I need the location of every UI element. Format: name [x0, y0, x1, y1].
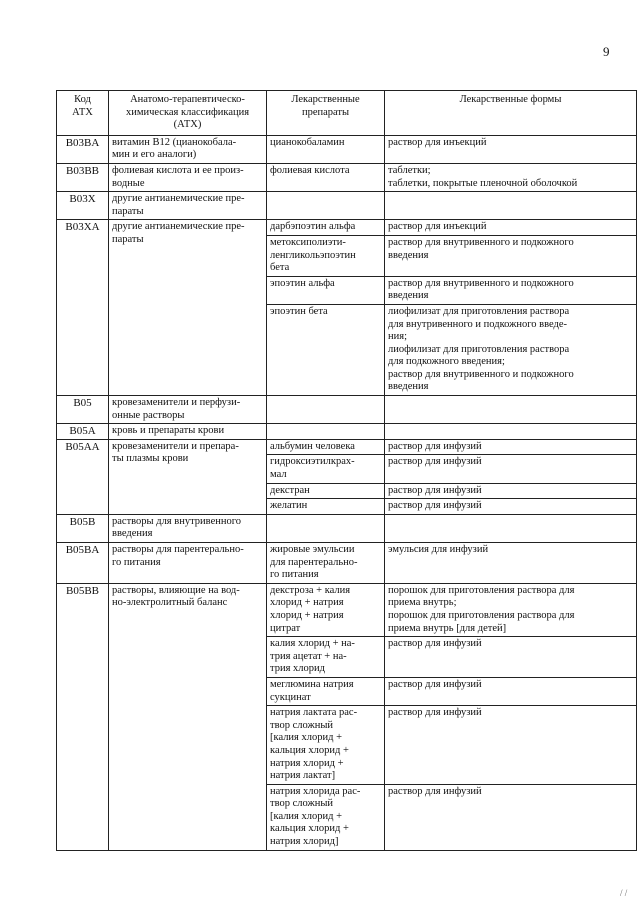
table-row [57, 583, 637, 636]
drug-form: эмульсия для инфузий [388, 544, 489, 555]
drug-form: раствор для инфузий [388, 678, 482, 690]
classification-text: фолиевая кислота и ее произ- водные [112, 164, 244, 189]
atc-classification-cell [109, 220, 267, 396]
drug-name: эпоэтин альфа [270, 277, 335, 289]
drug-name: декстроза + калия хлорид + натрия хлорид + натрия цитрат [270, 584, 351, 634]
drug-name: калия хлорид + на- трия ацетат + на- трия хлорид [270, 638, 355, 675]
drug-form: раствор для инфузий [388, 500, 482, 512]
drug-name: фолиевая кислота [270, 164, 350, 176]
classification-text: другие антианемические пре- параты [112, 193, 245, 217]
drug-form-cell [385, 235, 637, 276]
classification-text: другие антианемические пре- параты [112, 221, 245, 245]
drug-form-cell [385, 396, 637, 424]
drug-name-cell [267, 439, 385, 455]
drug-form-cell [385, 483, 637, 499]
drug-name-cell [267, 677, 385, 705]
drug-name-cell [267, 583, 385, 636]
atc-classification-cell [109, 424, 267, 440]
drug-form: раствор для внутривенного и подкожного введения [388, 236, 574, 261]
drug-form: раствор для инфузий [388, 638, 482, 650]
table-row [57, 514, 637, 542]
drug-name-cell [267, 135, 385, 163]
drug-name-cell [267, 455, 385, 483]
drug-name-cell [267, 483, 385, 499]
drug-form-cell [385, 677, 637, 705]
atc-code-cell: B05BB [57, 583, 109, 850]
drug-name: дарбэпоэтин альфа [270, 221, 356, 233]
classification-text: кровь и препараты крови [112, 425, 225, 437]
classification-text: кровезаменители и препара- ты плазмы крови [112, 440, 239, 465]
drug-form-cell [385, 304, 637, 395]
drug-form: раствор для инъекций [388, 221, 487, 233]
drug-name-cell [267, 543, 385, 584]
drug-form: раствор для инфузий [388, 707, 482, 719]
drug-form-cell [385, 455, 637, 483]
drug-name: натрия хлорида рас- твор сложный [калия хлорид + кальция хлорид + натрия хлорид] [270, 785, 361, 848]
atc-classification-cell [109, 192, 267, 220]
classification-text: витамин B12 (цианокобала- мин и его аналоги) [112, 136, 237, 161]
drug-name: декстран [270, 484, 310, 496]
drug-name-cell [267, 514, 385, 542]
drug-form-cell [385, 583, 637, 636]
drug-form: раствор для инфузий [388, 785, 482, 797]
drug-name: натрия лактата рас- твор сложный [калия хлорид + кальция хлорид + натрия хлорид + натрия лактат] [270, 707, 358, 782]
drug-form-cell [385, 424, 637, 440]
drug-name: метоксиполиэти- ленгликольэпоэтин бета [270, 236, 356, 274]
drug-name-cell [267, 706, 385, 785]
table-row [57, 135, 637, 163]
drug-form: таблетки; таблетки, покрытые пленочной оболочкой [388, 164, 578, 189]
drug-form: порошок для приготовления раствора для приема внутрь; порошок для приготовления раствора для приема внутрь [для детей] [388, 584, 575, 634]
drug-form: раствор для инфузий [388, 456, 482, 468]
atc-code-cell: B03BA [57, 135, 109, 163]
drug-form-cell [385, 637, 637, 678]
table-row [57, 220, 637, 236]
table-row [57, 163, 637, 191]
drug-form-cell [385, 514, 637, 542]
drug-name-cell [267, 396, 385, 424]
atc-code-cell: B05B [57, 514, 109, 542]
drug-name-cell [267, 304, 385, 395]
table-row [57, 192, 637, 220]
drug-form-cell [385, 192, 637, 220]
drug-name-cell [267, 424, 385, 440]
atc-classification-cell [109, 439, 267, 514]
drug-form-cell [385, 543, 637, 584]
drug-form: лиофилизат для приготовления раствора для внутривенного и подкожного введе- ния; лиофилизат для приготовления раствора для подкожного введения; раствор для внутривенного и подкожного введения [388, 305, 574, 393]
table-row [57, 396, 637, 424]
atc-code-cell: B05A [57, 424, 109, 440]
atc-code-cell: B05AA [57, 439, 109, 514]
header-forms: Лекарственные формы [385, 91, 637, 136]
drug-form: раствор для инфузий [388, 484, 482, 496]
drug-form-cell [385, 163, 637, 191]
drug-name: альбумин человека [270, 440, 355, 452]
atc-classification-cell [109, 163, 267, 191]
atc-code-cell: B05 [57, 396, 109, 424]
atc-code-cell: B03X [57, 192, 109, 220]
drug-name-cell [267, 784, 385, 850]
drug-form: раствор для внутривенного и подкожного введения [388, 277, 574, 302]
drug-form-cell [385, 439, 637, 455]
classification-text: растворы для внутривенного введения [112, 515, 242, 540]
drug-form: раствор для инъекций [388, 136, 487, 148]
drug-name-cell [267, 276, 385, 304]
table-row [57, 543, 637, 584]
drug-name: меглюмина натрия сукцинат [270, 678, 354, 703]
page-number: 9 [603, 44, 610, 59]
atc-classification-cell [109, 543, 267, 584]
drug-name-cell [267, 235, 385, 276]
atc-classification-cell [109, 514, 267, 542]
drug-form-cell [385, 784, 637, 850]
corner-mark: / / [620, 888, 628, 898]
header-classification: Анатомо-терапевтическо- химическая классификация (АТХ) [109, 91, 267, 136]
classification-text: растворы для парентерально- го питания [112, 544, 244, 568]
drug-name-cell [267, 637, 385, 678]
drug-form-cell [385, 499, 637, 515]
drug-name: жировые эмульсии для парентерально- го питания [270, 544, 358, 581]
atc-classification-cell [109, 583, 267, 850]
drug-form-cell [385, 135, 637, 163]
drug-name-cell [267, 499, 385, 515]
drug-name-cell [267, 220, 385, 236]
header-code: Код АТХ [57, 91, 109, 136]
drug-classification-table [56, 90, 637, 851]
classification-text: кровезаменители и перфузи- онные растворы [112, 397, 241, 421]
table-header-row [57, 91, 637, 136]
drug-form-cell [385, 706, 637, 785]
atc-classification-cell [109, 396, 267, 424]
classification-text: растворы, влияющие на вод- но-электролитный баланс [112, 584, 240, 609]
drug-form-cell [385, 220, 637, 236]
atc-code-cell: B03XA [57, 220, 109, 396]
drug-name-cell [267, 163, 385, 191]
drug-form-cell [385, 276, 637, 304]
header-drugs: Лекарственные препараты [267, 91, 385, 136]
drug-name: цианокобаламин [270, 136, 345, 148]
atc-classification-cell [109, 135, 267, 163]
atc-code-cell: B03BB [57, 163, 109, 191]
atc-code-cell: B05BA [57, 543, 109, 584]
table-row [57, 424, 637, 440]
table-row [57, 439, 637, 455]
drug-name: гидроксиэтилкрах- мал [270, 456, 355, 481]
drug-form: раствор для инфузий [388, 440, 482, 452]
drug-name: желатин [270, 500, 308, 512]
drug-name-cell [267, 192, 385, 220]
drug-name: эпоэтин бета [270, 305, 328, 317]
